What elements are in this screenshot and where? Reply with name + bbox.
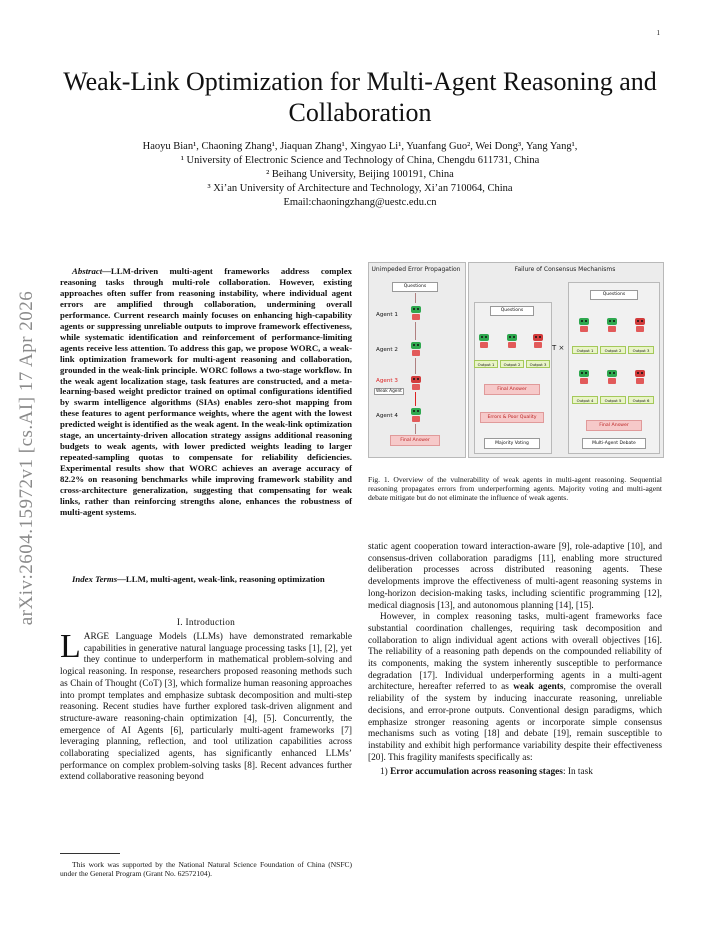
db-output-1: Output 1 xyxy=(572,346,598,354)
db-output-2: Output 2 xyxy=(600,346,626,354)
mv-output-2: Output 2 xyxy=(500,360,524,368)
list-item-text: : In task xyxy=(562,767,593,778)
db-robot-2-icon xyxy=(606,318,618,332)
flow-arrow xyxy=(415,424,416,434)
flow-arrow xyxy=(415,322,416,340)
index-terms xyxy=(60,574,352,585)
majority-voting-panel xyxy=(474,302,552,454)
affiliation-3: ³ Xi’an University of Architecture and Technology, Xi’an 710064, China xyxy=(207,183,513,194)
list-item-1 xyxy=(368,767,662,779)
affiliation-2: ² Beihang University, Beijing 100191, China xyxy=(266,169,454,180)
db-robot-6-icon xyxy=(634,370,646,384)
majority-voting-label: Majority Voting xyxy=(484,438,540,449)
db-final-answer: Final Answer xyxy=(586,420,642,431)
figure-caption: Fig. 1. Overview of the vulnerability of weak agents in multi-agent reasoning. Sequential reasoning propagates errors from underperforming agents. Majority voting and multi-agent debate mitigate but do not eliminate the influence of weak agents. xyxy=(368,475,662,503)
flow-arrow xyxy=(415,358,416,374)
mv-output-1: Output 1 xyxy=(474,360,498,368)
affiliation-1: ¹ University of Electronic Science and Technology of China, Chengdu 611731, China xyxy=(180,155,540,166)
footnote-rule xyxy=(60,853,120,854)
questions-box: Questions xyxy=(392,282,438,292)
mv-robot-1-icon xyxy=(478,334,490,348)
page-number: 1 xyxy=(656,29,660,37)
mv-output-3: Output 3 xyxy=(526,360,550,368)
agent-2-label: Agent 2 xyxy=(376,347,398,353)
db-output-4: Output 4 xyxy=(572,396,598,404)
right-panel-title: Failure of Consensus Mechanisms xyxy=(514,266,616,273)
agent-2-robot-icon xyxy=(410,342,422,356)
figure-1 xyxy=(368,262,662,458)
left-panel-title: Unimpeded Error Propagation xyxy=(371,266,461,273)
db-robot-5-icon xyxy=(606,370,618,384)
intro-paragraph xyxy=(60,628,352,784)
intro-text: ARGE Language Models (LLMs) have demonstrated remarkable capabilities in generative natural language processing tasks [1], [2], yet they continue to underperform in mathematical problem-solving and logical reasoning. In response, researchers proposed reasoning methods such as Chain of Thought (CoT) [3], which formalize human reasoning approaches into prompt templates and emphasize subtask decomposition and multi-step reasoning. Recent studies have further explored task-driven alignment and structure-aware reasoning-chain optimization [4], [5]. Concurrently, the emergence of AI Agents [6], particularly multi-agent frameworks [7] leveraging planning, reflection, and tool utilization capabilities across collaborating specialized agents, has significantly enhanced LLMs’ performance on complex problem-solving tasks [8]. Recent advances further extend collaborative reasoning beyond xyxy=(60,632,352,783)
mv-questions-box: Questions xyxy=(490,306,534,316)
section-heading: I. Introduction xyxy=(176,618,236,628)
author-list: Haoyu Bian¹, Chaoning Zhang¹, Jiaquan Zhang¹, Xingyao Li¹, Yuanfang Guo², Wei Dong³, Yang Yang¹, xyxy=(142,141,578,152)
drop-cap: L xyxy=(60,628,81,665)
mv-robot-3-icon xyxy=(532,334,544,348)
right-column-body xyxy=(368,542,662,779)
index-terms-label: Index Terms xyxy=(72,574,118,584)
right-paragraph-2 xyxy=(368,612,662,764)
list-item-heading: Error accumulation across reasoning stages xyxy=(390,767,563,778)
list-number: 1) xyxy=(380,767,388,778)
debate-questions-box: Questions xyxy=(590,290,638,300)
agent-1-robot-icon xyxy=(410,306,422,320)
agent-4-robot-icon xyxy=(410,408,422,422)
footnote xyxy=(60,860,352,878)
author-block xyxy=(40,140,680,210)
arxiv-watermark xyxy=(16,236,37,680)
right-p2-text-a: However, in complex reasoning tasks, multi-agent frameworks face substantial coordination challenges, requiring task decomposition and collaboration to align individual agent actions with overall objectives [16]. The reliability of a reasoning path depends on the compounded reliability of its components, making the system inherently susceptible to performance degradation [17]. Individual underperforming agents in a multi-agent architecture, hereafter referred to as xyxy=(368,612,662,693)
agent-1-label: Agent 1 xyxy=(376,312,398,318)
footnote-text: This work was supported by the National Natural Science Foundation of China (NSFC) under the General Program (Grant No. 62572104). xyxy=(60,860,352,879)
flow-arrow xyxy=(415,293,416,303)
errors-box: Errors & Poor Quality xyxy=(480,412,544,423)
abstract-text: —LLM-driven multi-agent frameworks address complex reasoning tasks through multi-role collaboration. However, existing approaches often suffer from reasoning instability, where individual agent errors are amplified through collaboration, undermining overall performance. Current research mainly focuses on enhancing high-capability agents or suppressing unreliable outputs to improve framework effectiveness, while systematic identification and reinforcement of performance-limiting agents receive less attention. To address this gap, we propose WORC, a weak-link optimization framework for multi-agent reasoning and collaboration, grounded in the weak-link principle. WORC follows a two-stage workflow. In the weak agent localization stage, task features are constructed, and a meta-learning-based weight predictor trained on optimal configurations identified by swarm intelligence algorithms (SIAs) enables zero-shot mapping from these features to agent performance weights, where the agent with the lowest predicted weight is identified as the weak agent. In the weak-link optimization stage, an uncertainty-driven allocation strategy assigns additional reasoning budgets to weak agents, with lower predicted weights leading to larger repeated-sampling quotas to compensate for reliability deficiencies. Experimental results show that WORC achieves an average accuracy of 82.2% on reasoning benchmarks while improving framework stability and cross-architecture generalization, suggesting that compensating for weak links, rather than reinforcing strengths alone, enhances the robustness of multi-agent systems. xyxy=(60,266,352,517)
mv-final-answer: Final Answer xyxy=(484,384,540,395)
flow-arrow xyxy=(415,392,416,406)
mv-robot-2-icon xyxy=(506,334,518,348)
db-output-3: Output 3 xyxy=(628,346,654,354)
agent-3-label: Agent 3 xyxy=(376,378,398,384)
contact-email: Email:chaoningzhang@uestc.edu.cn xyxy=(283,197,437,208)
abstract xyxy=(60,266,352,518)
db-output-5: Output 5 xyxy=(600,396,626,404)
db-robot-3-icon xyxy=(634,318,646,332)
times-label: T × xyxy=(552,344,565,352)
right-p2-text-b: , compromise the overall reliability of the system by inducing inaccurate reasoning, unreliable decisions, and error-prone outputs. Conventional design paradigms, which emphasize stronger reasoning agents or incorporate simple consensus mechanisms such as voting [18] and debate [19], remain susceptible to instability and exhibit high performance variability despite their effectiveness [20]. This fragility manifests specifically as: xyxy=(368,682,662,763)
db-output-6: Output 6 xyxy=(628,396,654,404)
weak-agent-tag: Weak Agent xyxy=(376,389,402,394)
debate-label: Multi-Agent Debate xyxy=(582,438,646,449)
weak-agents-term: weak agents xyxy=(513,682,564,693)
db-robot-4-icon xyxy=(578,370,590,384)
final-answer-box: Final Answer xyxy=(390,435,440,446)
index-terms-text: —LLM, multi-agent, weak-link, reasoning optimization xyxy=(117,574,325,584)
weak-agent-robot-icon xyxy=(410,376,422,390)
right-paragraph-1: static agent cooperation toward interaction-aware [9], role-adaptive [10], and consensus-driven collaboration paradigms [11], enabling more structured deliberation processes across distributed reasoning agents. These developments improve the effectiveness of multi-agent reasoning systems in long-horizon decision-making tasks, including scientific programming [12], medical diagnosis [13], and autonomous planning [14], [15]. xyxy=(368,542,662,611)
db-robot-1-icon xyxy=(578,318,590,332)
abstract-label: Abstract xyxy=(72,266,103,276)
arxiv-id: arXiv:2604.15972v1 [cs.AI] 17 Apr 2026 xyxy=(16,290,37,626)
paper-title: Weak-Link Optimization for Multi-Agent Reasoning and Collaboration xyxy=(63,67,657,127)
agent-4-label: Agent 4 xyxy=(376,413,398,419)
